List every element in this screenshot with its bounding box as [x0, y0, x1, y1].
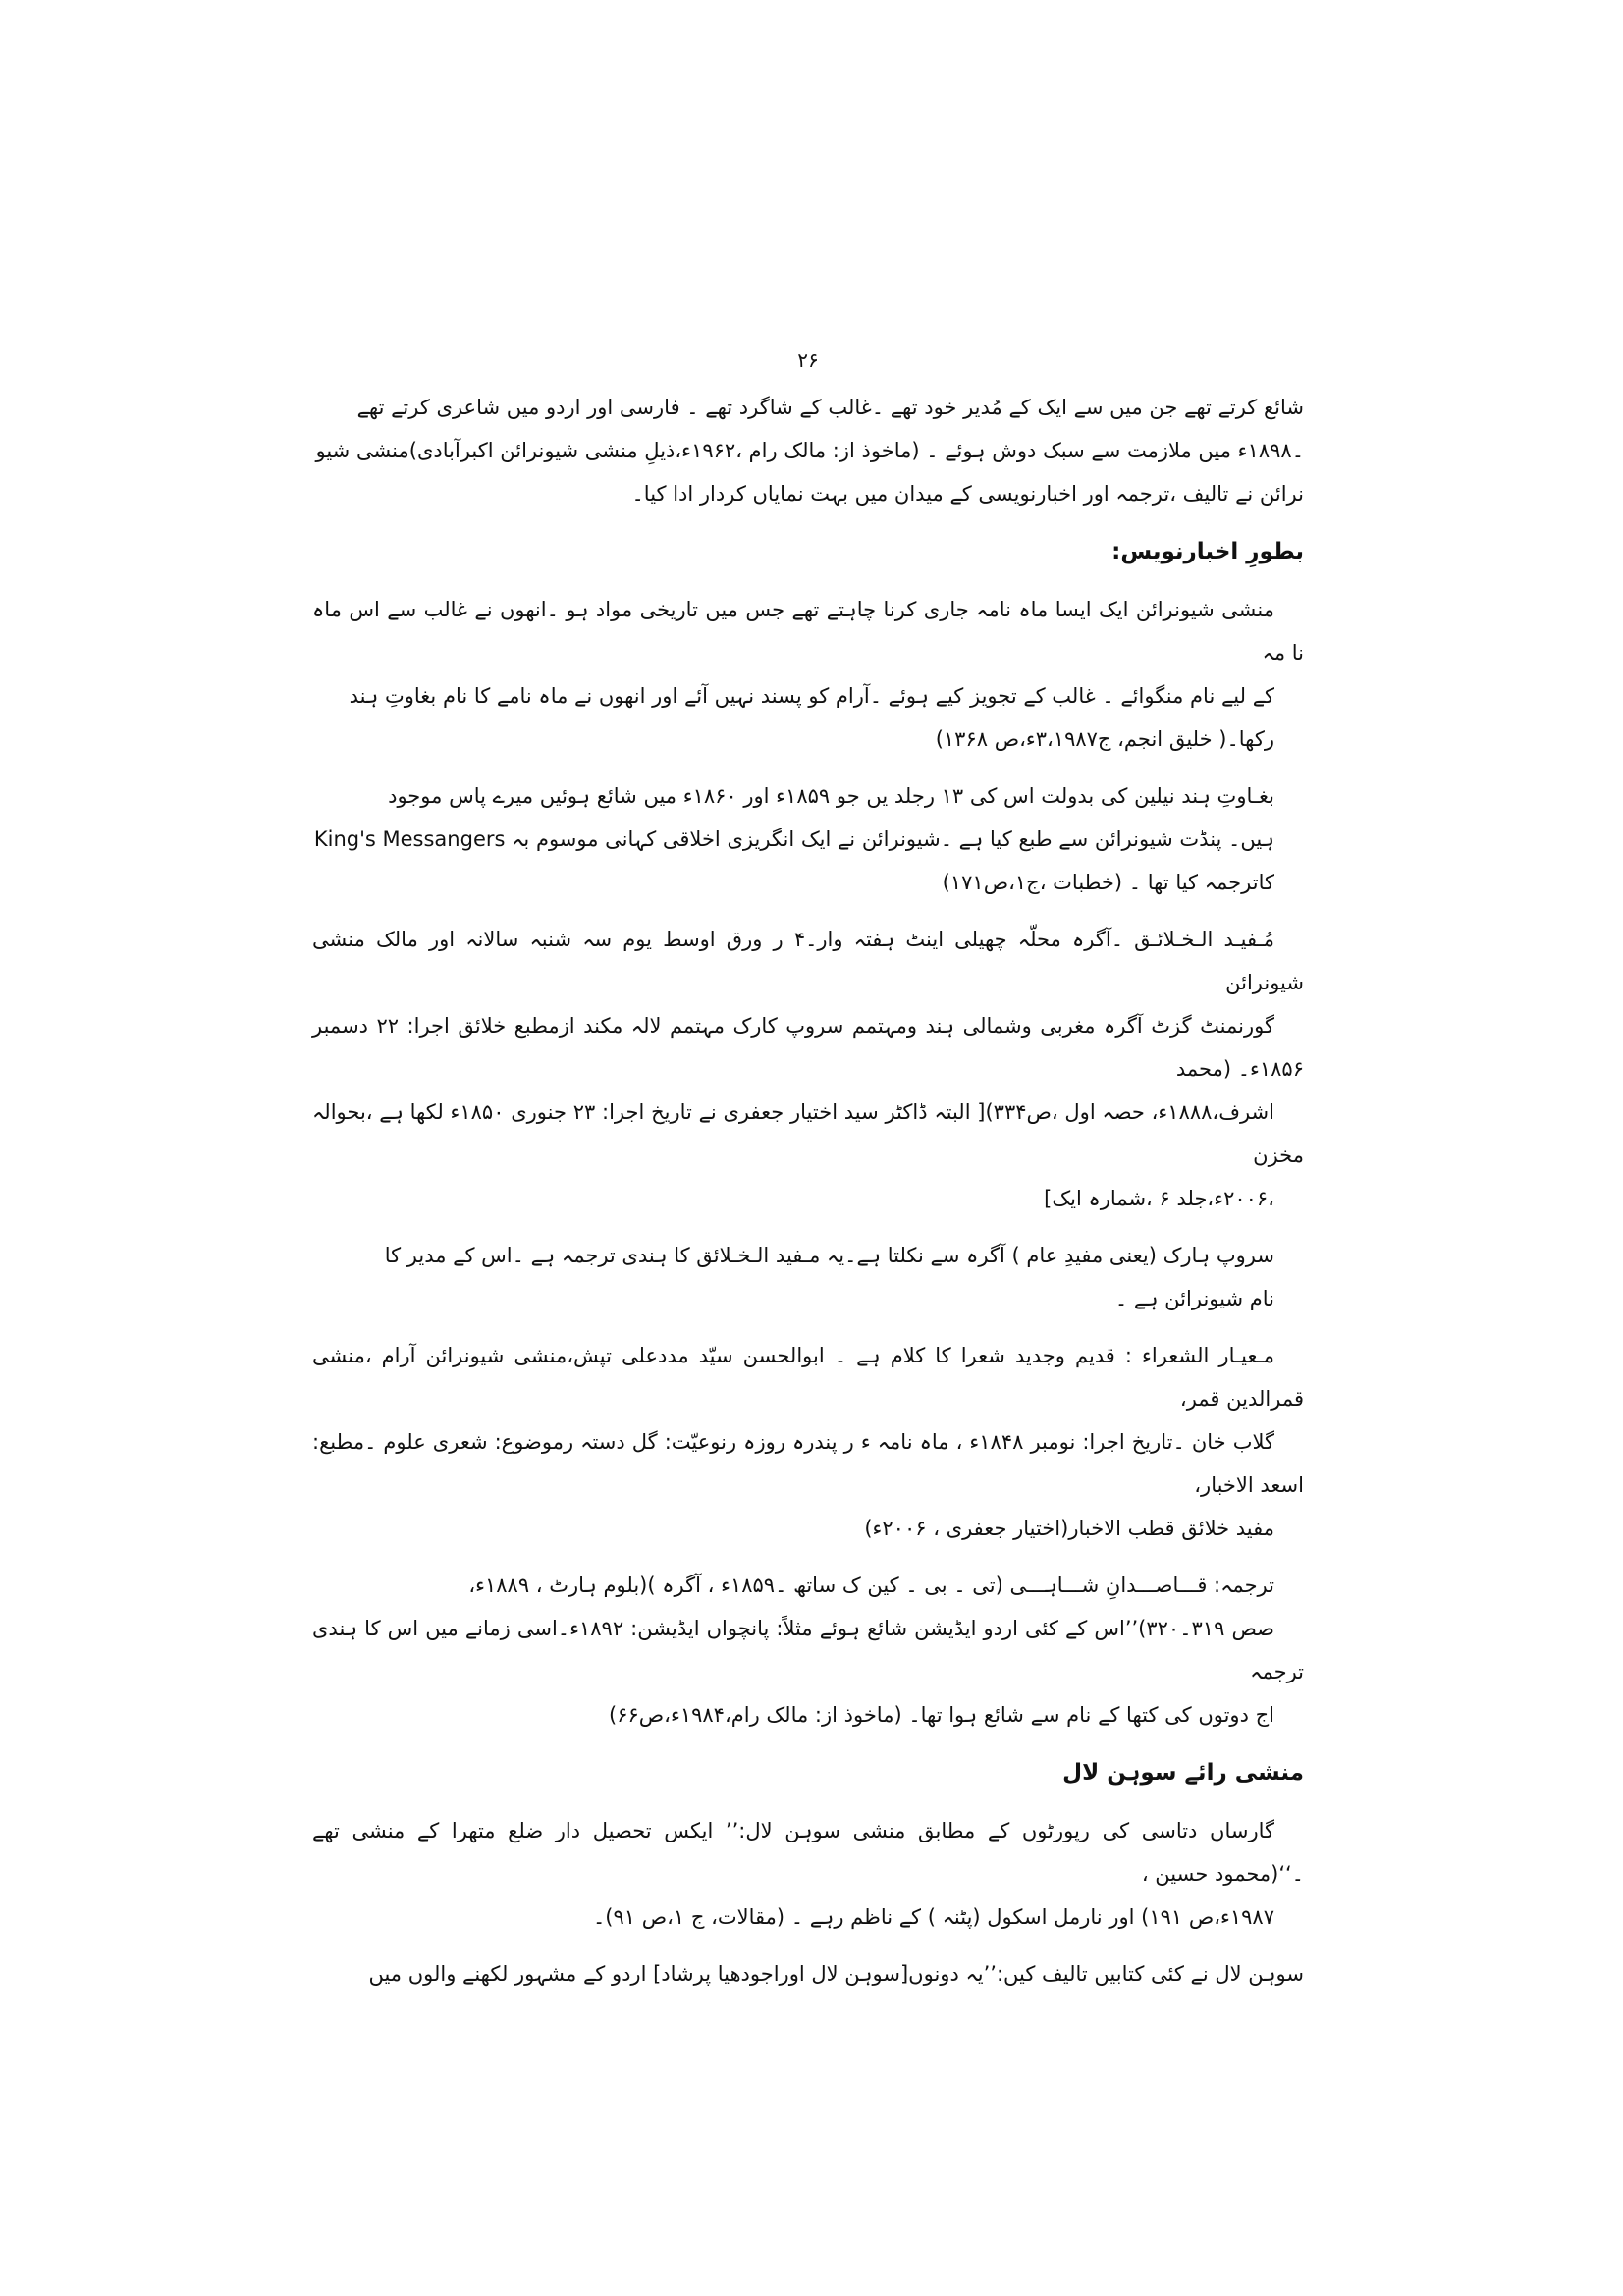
document-body: [312, 386, 1304, 1996]
text-line: اشرف،۱۸۸۸ء، حصہ اول ،ص۳۳۴)[ البتہ ڈاکٹر سید اختیار جعفری نے تاریخ اجرا: ۲۳ جنوری ۱۸۵۰ء لکھا ہے ،بحوالہ مخزن: [312, 1100, 1304, 1167]
paragraph: [312, 1809, 1304, 1939]
paragraph: [312, 918, 1304, 1220]
text-line: گورنمنٹ گزٹ آگرہ مغربی وشمالی ہند ومہتمم سروپ کارک مہتمم لالہ مکند ازمطبع خلائق اجرا: ۲۲ دسمبر ۱۸۵۶ء۔ (محمد: [312, 1014, 1304, 1081]
section-heading: منشی رائے سوہن لال: [1062, 1760, 1304, 1786]
text-line: اج دوتوں کی کتھا کے نام سے شائع ہوا تھا۔ (ماخوذ از: مالک رام،۱۹۸۴ء،ص۶۶): [609, 1703, 1274, 1727]
paragraph: [312, 1564, 1304, 1736]
text-line: کے لیے نام منگوائے ۔ غالب کے تجویز کیے ہوئے ۔آرام کو پسند نہیں آئے اور انھوں نے ماہ نامے کا نام بغاوتِ ہند: [349, 684, 1274, 708]
text-line: ۔۱۸۹۸ء میں ملازمت سے سبک دوش ہوئے ۔ (ماخوذ از: مالک رام ،۱۹۶۲ء،ذیلِ منشی شیونرائن اکبرآبادی)منشی شیو: [315, 439, 1304, 462]
document-page: [312, 348, 1304, 2009]
text-line: نرائن نے تالیف ،ترجمہ اور اخبارنویسی کے میدان میں بہت نمایاں کردار ادا کیا۔: [631, 482, 1304, 506]
paragraph: [312, 1952, 1304, 1996]
paragraph: [312, 1234, 1304, 1320]
text-line: رکھا۔( خلیق انجم، ج۳،۱۹۸۷ء،ص ۱۳۶۸): [935, 727, 1274, 751]
section-heading: بطورِ اخبارنویس:: [1111, 539, 1304, 564]
text-line: نام شیونرائن ہے ۔: [1114, 1287, 1274, 1310]
paragraph: [312, 588, 1304, 761]
text-line: سروپ ہارک (یعنی مفیدِ عام ) آگرہ سے نکلتا ہے۔یہ مـفید الـخـلائق کا ہندی ترجمہ ہے ۔اس کے مدیر کا: [384, 1244, 1274, 1267]
text-line: صص ۳۱۹۔۳۲۰)’’اس کے کئی اردو ایڈیشن شائع ہوئے مثلاً: پانچواں ایڈیشن: ۱۸۹۲ء۔اسی زمانے میں اس کا ہندی ترجمہ: [312, 1617, 1304, 1683]
text-line: منشی شیونرائن ایک ایسا ماہ نامہ جاری کرنا چاہتے تھے جس میں تاریخی مواد ہو ۔انھوں نے غالب سے اس ماہ نا مہ: [312, 598, 1304, 665]
text-line: ۱۹۸۷ء،ص ۱۹۱) اور نارمل اسکول (پٹنہ ) کے ناظم رہے ۔ (مقالات، ج ۱،ص ۹۱)۔: [592, 1905, 1274, 1929]
text-line: کاترجمہ کیا تھا ۔ (خطبات ،ج۱،ص۱۷۱): [942, 871, 1274, 894]
text-line: مفید خلائق قطب الاخبار(اختیار جعفری ، ۲۰۰۶ء): [864, 1517, 1274, 1540]
text-line: ترجمہ: قـــاصـــدانِ شـــاہـــی (تی ۔ بی ۔ کین ک ساتھ ۔۱۸۵۹ء ، آگرہ )(بلوم ہارٹ ، ۱۸۸۹ء،: [468, 1574, 1274, 1597]
text-line: گارساں دتاسی کی رپورٹوں کے مطابق منشی سوہن لال:’’ ایکس تحصیل دار ضلع متھرا کے منشی تھے ۔‘‘(محمود حسین ،: [312, 1819, 1304, 1886]
text-line: بغـاوتِ ہند نیلین کی بدولت اس کی ۱۳ رجلد یں جو ۱۸۵۹ء اور ۱۸۶۰ء میں شائع ہوئیں میرے پاس موجود: [388, 784, 1274, 808]
paragraph: [312, 1334, 1304, 1550]
text-line: شائع کرتے تھے جن میں سے ایک کے مُدیر خود تھے ۔غالب کے شاگرد تھے ۔ فارسی اور اردو میں شاعری کرتے تھے: [356, 396, 1304, 419]
paragraph: [312, 386, 1304, 515]
text-line: گلاب خان ۔تاریخ اجرا: نومبر ۱۸۴۸ء ، ماہ نامہ ء ر پندرہ روزہ رنوعیّت: گل دستہ رموضوع: شعری علوم ۔مطبع: اسعد الاخبار،: [312, 1430, 1304, 1497]
text-line: ،۲۰۰۶ء،جلد ۶ ،شمارہ ایک]: [1044, 1187, 1274, 1210]
text-line: سوہن لال نے کئی کتابیں تالیف کیں:’’یہ دونوں[سوہن لال اوراجودھیا پرشاد] اردو کے مشہور لکھنے والوں میں: [368, 1962, 1304, 1986]
text-line: ہیں۔ پنڈت شیونرائن سے طبع کیا ہے ۔شیونرائن نے ایک انگریزی اخلاقی کہانی موسوم بہ King's Messangers: [313, 828, 1274, 851]
text-line: مـعیـار الشعراء : قدیم وجدید شعرا کا کلام ہے ۔ ابوالحسن سیّد مددعلی تپش،منشی شیونرائن آرام ،منشی قمرالدین قمر،: [312, 1344, 1304, 1411]
text-line: مُـفیـد الـخـلائـق ۔آگرہ محلّہ چھیلی اینٹ ہفتہ وار۔۴ ر ورق اوسط یوم سہ شنبہ سالانہ اور مالک منشی شیونرائن: [312, 928, 1304, 994]
paragraph: [312, 774, 1304, 904]
page-number: ۲۶: [797, 348, 819, 372]
